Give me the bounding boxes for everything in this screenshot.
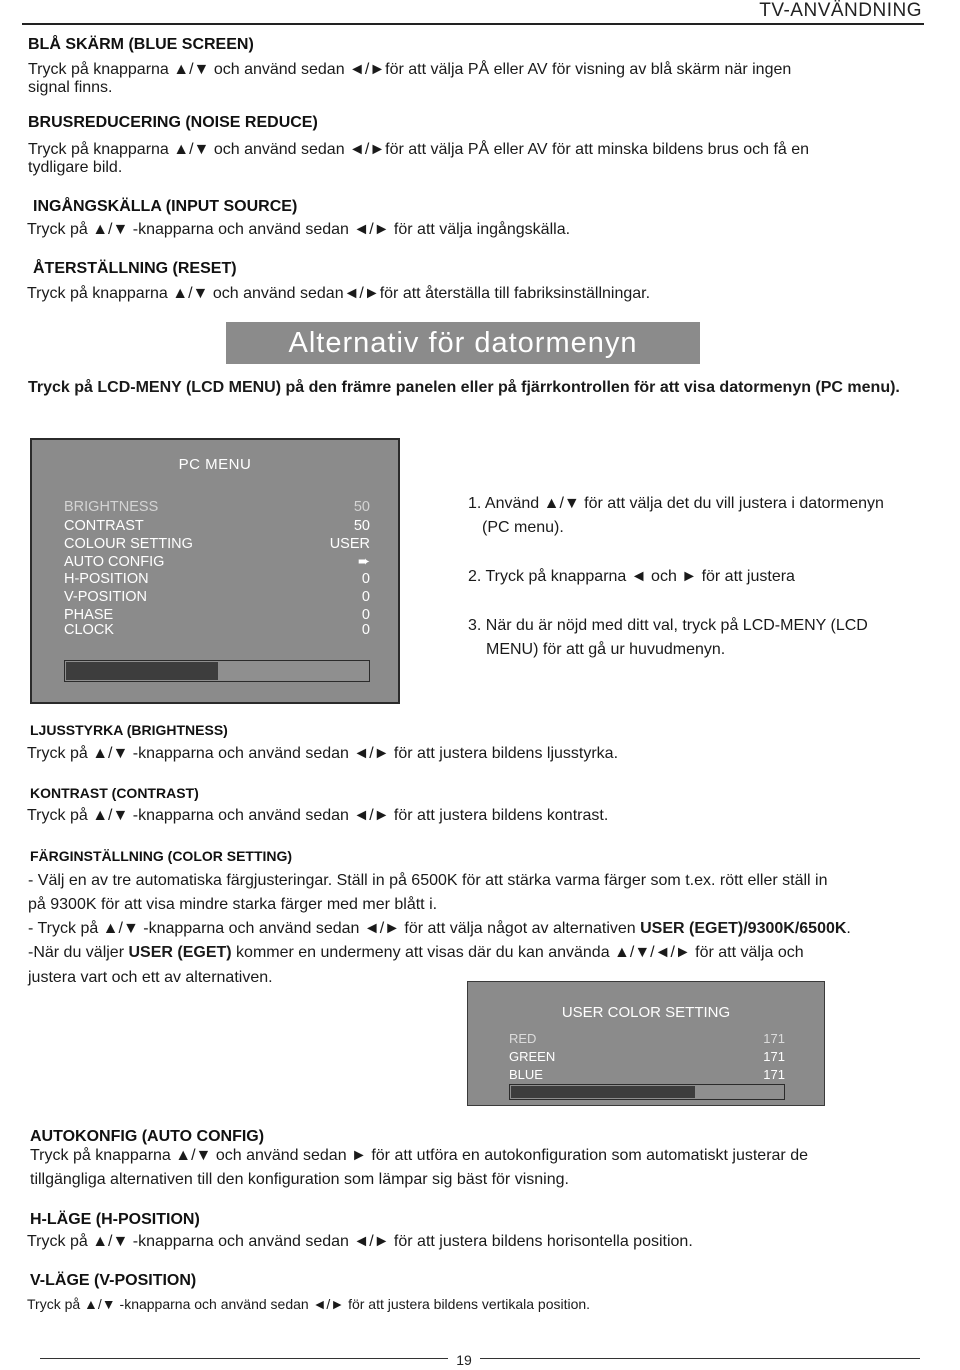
ucs-menu-label: BLUE bbox=[509, 1067, 543, 1082]
text-auto-config-line1: Tryck på knapparna ▲/▼ och använd sedan ► för att utföra en autokonfiguration som automatiskt justerar de bbox=[30, 1147, 808, 1164]
text-run: - Tryck på ▲/▼ -knapparna och använd sedan ◄/► för att välja något av alternativen bbox=[28, 920, 641, 937]
pc-menu-value: 50 bbox=[353, 499, 370, 515]
pc-menu-value: 0 bbox=[361, 622, 370, 638]
text-run-bold: USER (EGET) bbox=[128, 944, 232, 961]
pc-menu-value: 50 bbox=[353, 518, 370, 534]
text-blue-screen-line2: signal finns. bbox=[28, 79, 113, 96]
pc-menu-value: 0 bbox=[361, 571, 370, 587]
step-3-line2: MENU) för att gå ur huvudmenyn. bbox=[486, 641, 726, 658]
text-run: . bbox=[846, 920, 851, 937]
text-contrast: Tryck på ▲/▼ -knapparna och använd sedan ◄/► för att justera bildens kontrast. bbox=[27, 807, 609, 824]
pc-menu-value: 0 bbox=[361, 589, 370, 605]
pc-menu-row-brightness bbox=[64, 499, 370, 517]
text-color-setting-p2 bbox=[28, 919, 851, 939]
pc-menu-screenshot bbox=[30, 438, 400, 704]
text-h-position: Tryck på ▲/▼ -knapparna och använd sedan ◄/► för att justera bildens horisontella position. bbox=[27, 1233, 693, 1250]
pc-menu-row-clock bbox=[64, 622, 370, 640]
ucs-menu-value: 171 bbox=[763, 1031, 785, 1046]
pc-menu-label: CONTRAST bbox=[64, 518, 144, 534]
text-blue-screen-line1: Tryck på knapparna ▲/▼ och använd sedan ◄/►för att välja PÅ eller AV för visning av blå skärm när ingen bbox=[28, 61, 792, 78]
text-color-setting-p3 bbox=[28, 943, 804, 963]
user-color-setting-screenshot bbox=[467, 981, 825, 1106]
pc-menu-value: USER bbox=[329, 536, 370, 552]
text-run-bold: USER (EGET)/9300K/6500K bbox=[640, 920, 847, 937]
heading-input-source: INGÅNGSKÄLLA (INPUT SOURCE) bbox=[33, 198, 298, 215]
text-v-position: Tryck på ▲/▼ -knapparna och använd sedan ◄/► för att justera bildens vertikala position. bbox=[27, 1296, 591, 1312]
heading-noise-reduce: BRUSREDUCERING (NOISE REDUCE) bbox=[28, 114, 318, 131]
pc-menu-row-contrast bbox=[64, 518, 370, 536]
ucs-menu-level-fill bbox=[511, 1086, 695, 1098]
text-reset: Tryck på knapparna ▲/▼ och använd sedan◄/►för att återställa till fabriksinställningar. bbox=[27, 285, 651, 302]
ucs-menu-label: GREEN bbox=[509, 1049, 556, 1064]
text-noise-reduce-line2: tydligare bild. bbox=[28, 159, 123, 176]
pc-menu-title: PC MENU bbox=[178, 456, 252, 473]
pc-menu-level-fill bbox=[66, 662, 218, 680]
footer-rule bbox=[40, 1358, 920, 1359]
heading-auto-config: AUTOKONFIG (AUTO CONFIG) bbox=[30, 1128, 265, 1145]
pc-menu-level-bar bbox=[64, 660, 370, 682]
pc-menu-row-auto-config bbox=[64, 554, 370, 572]
pc-menu-label: V-POSITION bbox=[64, 589, 147, 605]
step-3-line1: 3. När du är nöjd med ditt val, tryck på LCD-MENY (LCD bbox=[468, 617, 868, 634]
ucs-menu-label: RED bbox=[509, 1031, 537, 1046]
ucs-menu-row-red bbox=[509, 1031, 785, 1047]
ucs-menu-value: 171 bbox=[763, 1067, 785, 1082]
pc-menu-label: BRIGHTNESS bbox=[64, 499, 159, 515]
ucs-menu-row-blue bbox=[509, 1067, 785, 1083]
pc-menu-label: COLOUR SETTING bbox=[64, 536, 193, 552]
text-noise-reduce-line1: Tryck på knapparna ▲/▼ och använd sedan ◄/►för att välja PÅ eller AV för att minska bildens brus och få en bbox=[28, 141, 810, 158]
ucs-menu-title: USER COLOR SETTING bbox=[561, 1004, 731, 1021]
step-1-line1: 1. Använd ▲/▼ för att välja det du vill justera i datormenyn bbox=[468, 495, 884, 512]
pc-menu-label: AUTO CONFIG bbox=[64, 554, 165, 570]
intro-text: Tryck på LCD-MENY (LCD MENU) på den främre panelen eller på fjärrkontrollen för att visa datormenyn (PC menu). bbox=[28, 379, 900, 396]
pc-menu-value: 0 bbox=[361, 607, 370, 623]
page-header-title: TV-ANVÄNDNING bbox=[759, 0, 922, 21]
header-rule bbox=[22, 23, 924, 25]
heading-reset: ÅTERSTÄLLNING (RESET) bbox=[33, 260, 237, 277]
text-run: kommer en undermeny att visas där du kan använda ▲/▼/◄/► för att välja och bbox=[231, 944, 804, 961]
text-brightness: Tryck på ▲/▼ -knapparna och använd sedan ◄/► för att justera bildens ljusstyrka. bbox=[27, 745, 619, 762]
text-color-setting-p4: justera vart och ett av alternativen. bbox=[28, 969, 273, 986]
heading-h-position: H-LÄGE (H-POSITION) bbox=[30, 1211, 200, 1228]
pc-menu-row-h-position bbox=[64, 571, 370, 589]
text-run: -När du väljer bbox=[28, 944, 129, 961]
pc-menu-label: H-POSITION bbox=[64, 571, 149, 587]
text-color-setting-p1-line1: - Välj en av tre automatiska färgjusteringar. Ställ in på 6500K för att stärka varma färger som t.ex. rött eller ställ in bbox=[28, 872, 828, 889]
text-color-setting-p1-line2: på 9300K för att visa mindre starka färger med mer blått i. bbox=[28, 896, 438, 913]
text-auto-config-line2: tillgängliga alternativen till den konfiguration som lämpar sig bäst för visning. bbox=[30, 1171, 569, 1188]
ucs-menu-row-green bbox=[509, 1049, 785, 1065]
text-input-source: Tryck på ▲/▼ -knapparna och använd sedan ◄/► för att välja ingångskälla. bbox=[27, 221, 571, 238]
heading-color-setting: FÄRGINSTÄLLNING (COLOR SETTING) bbox=[30, 848, 293, 864]
heading-brightness: LJUSSTYRKA (BRIGHTNESS) bbox=[30, 722, 228, 738]
step-1-line2: (PC menu). bbox=[482, 519, 564, 536]
pc-menu-row-v-position bbox=[64, 589, 370, 607]
pc-menu-label: CLOCK bbox=[64, 622, 114, 638]
heading-v-position: V-LÄGE (V-POSITION) bbox=[30, 1272, 197, 1289]
ucs-menu-value: 171 bbox=[763, 1049, 785, 1064]
section-banner-pc-menu: Alternativ för datormenyn bbox=[226, 322, 700, 364]
pc-menu-row-colour-setting bbox=[64, 536, 370, 554]
heading-blue-screen: BLÅ SKÄRM (BLUE SCREEN) bbox=[28, 36, 254, 53]
heading-contrast: KONTRAST (CONTRAST) bbox=[30, 785, 199, 801]
pc-menu-label: PHASE bbox=[64, 607, 114, 623]
ucs-menu-level-bar bbox=[509, 1084, 785, 1100]
arrow-right-icon: ➨ bbox=[357, 554, 370, 570]
step-2: 2. Tryck på knapparna ◄ och ► för att justera bbox=[468, 568, 795, 585]
page-number: 19 bbox=[448, 1352, 480, 1368]
